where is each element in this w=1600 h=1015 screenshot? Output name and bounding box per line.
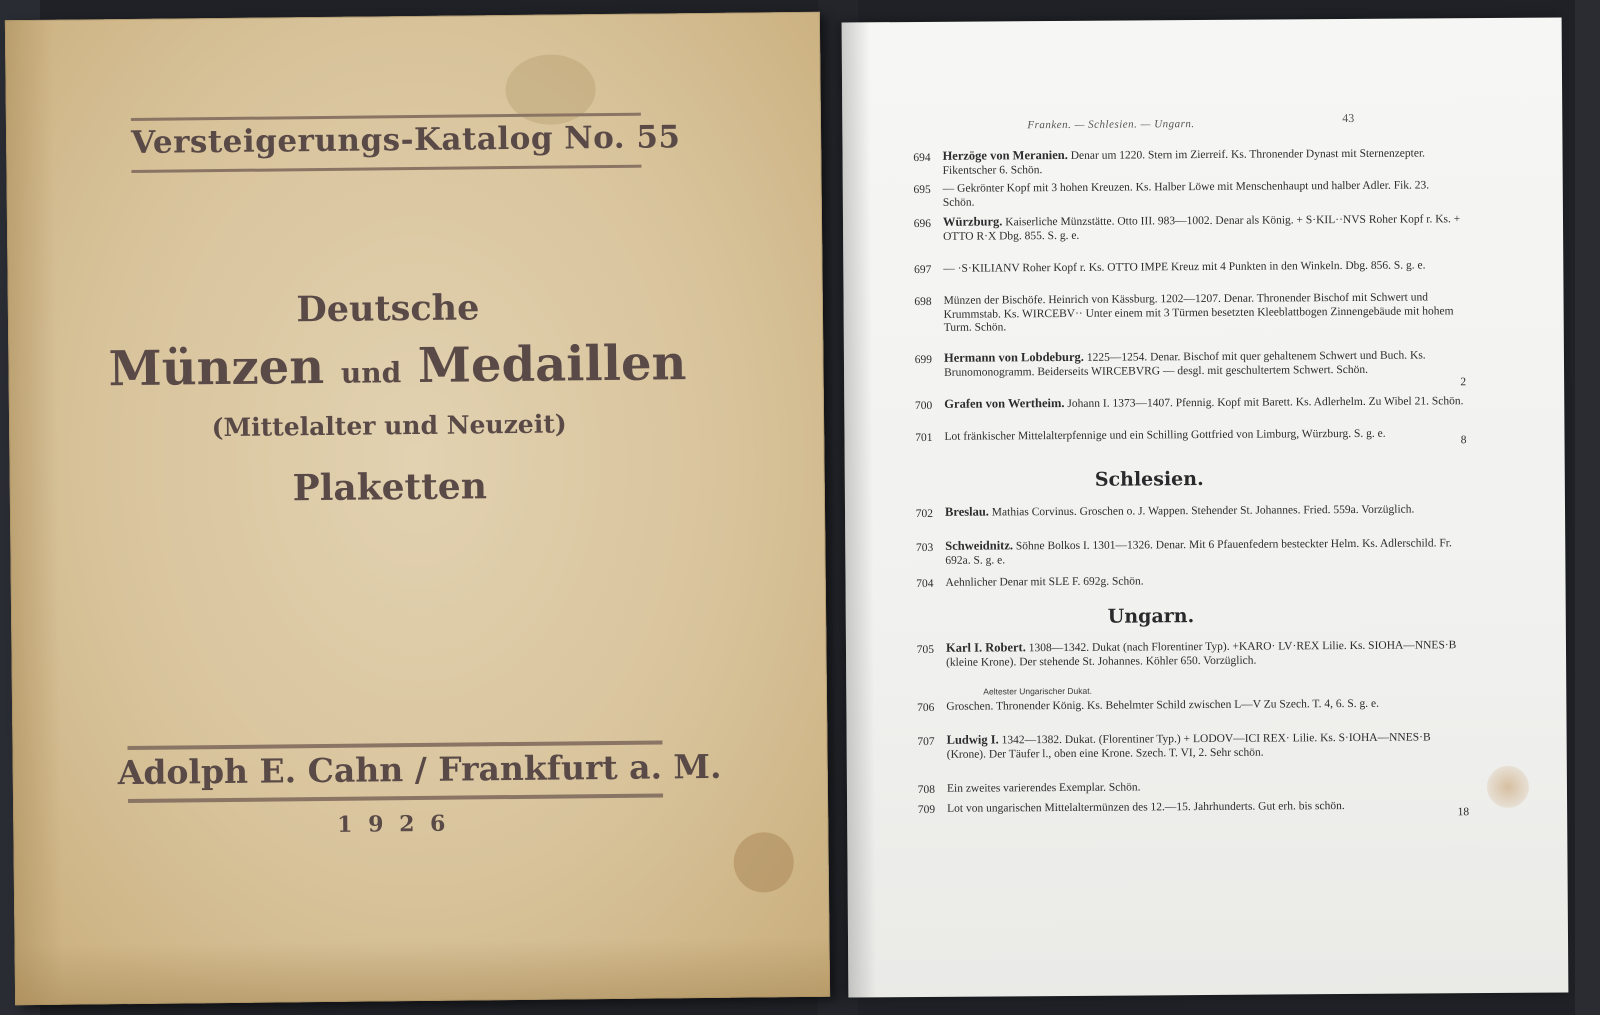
section-heading-schlesien: Schlesien. (1094, 468, 1204, 491)
lot-description: Denar um 1220. Stern im Zierreif. Ks. Thronender Dynast mit Sternenzepter. Fikentscher 6. Schön. (942, 147, 1426, 177)
lot-entry (903, 148, 1463, 180)
lot-entry (906, 640, 1466, 686)
lot-text (944, 348, 1464, 380)
lot-entry (904, 292, 1464, 352)
catalog-cover (5, 12, 830, 1005)
lot-text (944, 394, 1464, 412)
lot-heading: Karl I. Robert. (945, 640, 1026, 655)
page-gutter-shadow (842, 22, 877, 997)
lot-entry (903, 180, 1463, 212)
lot-text (943, 178, 1463, 210)
lot-entry (904, 427, 1467, 460)
lot-number: 703 (915, 541, 934, 555)
lot-entry (907, 732, 1467, 778)
lot-number: 696 (913, 217, 932, 231)
lot-entry (905, 574, 1465, 594)
year: 1 9 2 6 (337, 810, 450, 838)
background-right (1575, 0, 1600, 1015)
lot-text (945, 572, 1465, 590)
lot-text (944, 426, 1464, 444)
lot-description: Mathias Corvinus. Groschen o. J. Wappen. Stehender St. Johannes. Fried. 559a. Vorzüglich. (991, 503, 1415, 519)
title-medaillen: Medaillen (417, 335, 687, 394)
lot-entry (906, 698, 1466, 730)
catalog-page (842, 17, 1569, 997)
lot-entry (905, 538, 1465, 570)
section-heading-ungarn: Ungarn. (1107, 605, 1195, 628)
lot-text (942, 146, 1462, 178)
title-main (108, 335, 687, 398)
lot-text (943, 212, 1463, 244)
lot-text (947, 778, 1467, 796)
lot-description: 1342—1382. Dukat. (Florentiner Typ.) + LODOV—ICI REX· Lilie. Ks. S·IOHA—NNES·B (Krone). Der Täufer l., oben eine Krone. Szech. T. VI, 2. Sehr schön. (946, 731, 1431, 761)
lot-description: Kaiserliche Münzstätte. Otto III. 983—1002. Denar als König. + S·KIL··NVS Roher Kopf r. Ks. + OTTO R·X Dbg. 855. S. g. e. (943, 213, 1461, 243)
cover-worn-edge (5, 20, 63, 1005)
lot-text (946, 696, 1466, 714)
lot-number: 700 (914, 399, 933, 413)
title-plaketten: Plaketten (292, 465, 488, 510)
lot-description: Lot von ungarischen Mittelaltermünzen des 12.—15. Jahrhunderts. Gut erh. bis schön. (947, 800, 1345, 815)
lot-text (945, 502, 1465, 520)
cover-stain (733, 832, 794, 893)
publisher: Adolph E. Cahn / Frankfurt a. M. (117, 746, 722, 793)
lot-number: 695 (913, 183, 931, 197)
title-und: und (340, 356, 402, 390)
lot-price: 8 (1460, 434, 1467, 447)
running-head: Franken. — Schlesien. — Ungarn. (1027, 118, 1195, 132)
lot-heading: Würzburg. (942, 214, 1003, 229)
lot-price: 18 (1457, 806, 1470, 819)
lot-number: 705 (916, 643, 935, 657)
lot-number: 708 (917, 783, 936, 797)
lot-entry (903, 260, 1463, 292)
lot-text (945, 536, 1465, 568)
lot-heading: Herzöge von Meranien. (942, 147, 1068, 163)
lot-description: Münzen der Bischöfe. Heinrich von Kässburg. 1202—1207. Denar. Thronender Bischof mit Schwert und Krummstab. Ks. WIRCEBV·· Unter einem mit 3 Türmen besetzten Kleeblattbogen Zinnengebäude mit hohem Turm. Schön. (943, 291, 1454, 334)
lot-heading: Grafen von Wertheim. (944, 395, 1065, 411)
lot-description: — Gekrönter Kopf mit 3 hohen Kreuzen. Ks. Halber Löwe mit Menschenhaupt und halber Adler. Fik. 23. Schön. (942, 179, 1430, 209)
lot-description: Ein zweites varierendes Exemplar. Schön. (946, 781, 1141, 795)
lot-number: 699 (914, 353, 933, 367)
lot-number: 709 (917, 803, 936, 817)
subtitle: (Mittelalter und Neuzeit) (211, 409, 567, 443)
lot-number: 707 (917, 735, 935, 749)
lot-text (947, 798, 1467, 816)
lot-number: 697 (914, 263, 932, 277)
lot-description: 1225—1254. Denar. Bischof mit quer gehaltenem Schwert und Buch. Ks. Brunomonogramm. Beiderseits WIRCEBVRG — desgl. mit geschultertem Schwert. Schön. (944, 349, 1426, 379)
lot-price: 2 (1460, 376, 1467, 389)
lot-entry (904, 396, 1464, 428)
lot-text (944, 290, 1464, 335)
lot-description: Aehnlicher Denar mit SLE F. 692g. Schön. (945, 575, 1144, 589)
lot-number: 706 (917, 701, 935, 715)
lot-heading: Breslau. (944, 504, 989, 519)
lot-description: Groschen. Thronender König. Ks. Behelmter Schild zwischen L—V Zu Szech. T. 4, 6. S. g. e. (946, 697, 1379, 713)
lot-description: — ·S·KILIANV Roher Kopf r. Ks. OTTO IMPE Kreuz mit 4 Punkten in den Winkeln. Dbg. 856. S. g. e. (943, 259, 1426, 275)
lot-entry (904, 349, 1467, 396)
page-foxing-spot (1487, 766, 1529, 808)
lot-number: 698 (914, 295, 932, 309)
series-title: Versteigerungs-Katalog No. 55 (130, 119, 681, 161)
cover-rule-bottom-2 (128, 793, 663, 803)
lot-heading: Hermann von Lobdeburg. (943, 349, 1084, 365)
lot-description: Lot fränkischer Mittelalterpfennige und ein Schilling Gottfried von Limburg, Würzburg. S. g. e. (944, 427, 1386, 443)
cover-rule-top-2 (131, 165, 641, 173)
lot-text (943, 258, 1463, 276)
lot-text (946, 638, 1466, 670)
lot-number: 701 (915, 431, 933, 445)
title-deutsche: Deutsche (296, 287, 480, 331)
lot-entry (907, 800, 1470, 832)
title-muenzen: Münzen (108, 338, 325, 398)
page-number: 43 (1342, 110, 1355, 126)
lot-number: 704 (916, 577, 934, 591)
lot-number: 702 (915, 507, 934, 521)
lot-description: Johann I. 1373—1407. Pfennig. Kopf mit Barett. Ks. Adlerhelm. Zu Wibel 21. Schön. (1067, 395, 1464, 410)
lot-footnote: Aeltester Ungarischer Dukat. (983, 685, 1092, 697)
lot-description: Söhne Bolkos I. 1301—1326. Denar. Mit 6 Pfauenfedern besteckter Helm. Ks. Adlerschild. Fr. 692a. S. g. e. (945, 537, 1452, 567)
lot-description: 1308—1342. Dukat (nach Florentiner Typ). +KARO· LV·REX Lilie. Ks. SIOHA—NNES·B (kleine Krone). Der stehende St. Johannes. Köhler 650. Vorzüglich. (946, 639, 1457, 669)
lot-text (947, 730, 1467, 762)
lot-number: 694 (913, 151, 931, 165)
lot-entry (903, 214, 1463, 260)
lot-heading: Schweidnitz. (945, 538, 1014, 553)
cover-worn-bottom (15, 937, 831, 1006)
lot-entry (905, 504, 1465, 536)
lot-entry (907, 780, 1467, 800)
lot-heading: Ludwig I. (946, 732, 999, 747)
